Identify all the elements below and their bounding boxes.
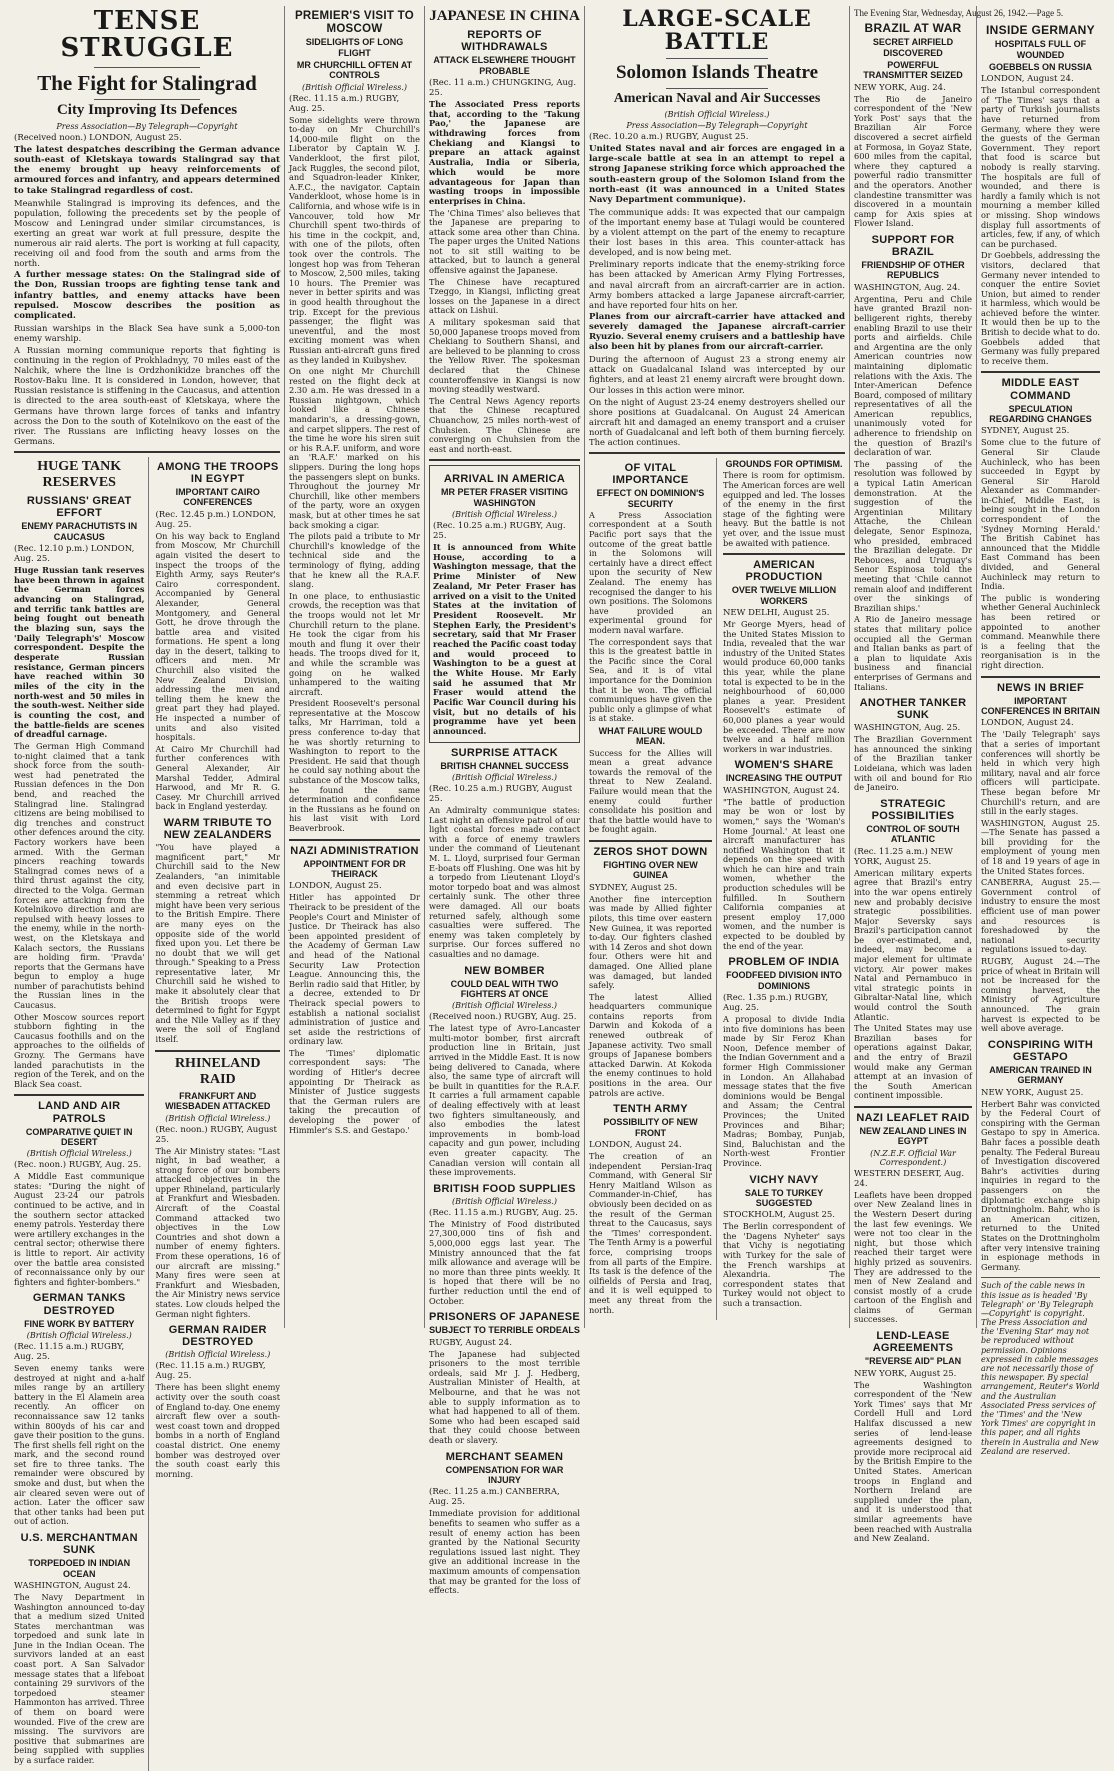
newspaper-page: [10, 6, 1104, 1765]
byline: (British Official Wireless.): [451, 773, 558, 783]
body-paragraph: On his way back to England from Moscow, Mr Churchill again visited the desert to inspect the troops of the Eighth Army, says Reuter's Cairo correspondent. Accompanied by General Alexander, General Montgomery, and General Gott, he drove through the battle area and visited formations. He spent a long day in the desert, talking to officers and men. Mr Churchill also visited the New Zealand Division, addressing the men and telling them he knew the great part they had played. He inspected a number of units and also visited hospitals.: [155, 530, 280, 743]
headline: GERMAN RAIDER DESTROYED: [168, 1324, 267, 1349]
article-lend-lease: [854, 1330, 972, 1544]
section-headline: REPORTS OF WITHDRAWALS: [461, 29, 548, 54]
headline: CONSPIRING WITH GESTAPO: [987, 1038, 1094, 1063]
body-paragraph: At Cairo Mr Churchill had further conferences with General Alexander, Air Marshal Tedder, Admiral Harwood, and Mr R. G. Casey. Mr Churchill arrived back in England yesterday.: [155, 743, 280, 812]
article-vital: [589, 462, 712, 835]
headline: VICHY NAVY: [749, 1173, 819, 1186]
section-divider: [981, 676, 1100, 678]
page-folio: The Evening Star, Wednesday, August 26, 1942.—Page 5.: [854, 8, 1064, 18]
dateline: LONDON, August 24.: [981, 718, 1074, 729]
article-brazil: [854, 22, 972, 229]
body-paragraph: The creation of an independent Persian-Iraq Command, with General Sir Henry Maitland Wilson as Commander-in-Chief, has obviously been decided on as the result of the German threat to the Caucasus, says the 'Times' correspondent. The Tenth Army is a powerful force, comprising troops from all parts of the Empire. Its task is the defence of the oilfields of Persia and Iraq, and it is well equipped to meet any threat from the north.: [589, 1151, 712, 1315]
section-subheadline: COULD DEAL WITH TWO FIGHTERS AT ONCE: [450, 978, 559, 999]
subcolumn-right: [155, 457, 280, 1771]
article-tanker: [854, 697, 972, 793]
dateline: NEW DELHI, August 25.: [722, 607, 830, 618]
body-paragraph: On one night Mr Churchill rested on the flight deck at 2.30 a.m. He was dressed in a Russian nightgown, which looked like a Chinese mandarin's, a dressing-gown, and carpet slippers. The rest of the time he wore his siren suit or his R.A.F. uniform, and wore an 'R.A.F.' marked on his slippers. During the long hops the passengers slept on bunks. Throughout the journey Mr Churchill, like other members of the party, wore an oxygen mask, but at other times he sat back smoking a cigar.: [289, 366, 420, 530]
body-paragraph: Mr George Myers, head of the United States Mission to India, revealed that the war industry of the United States would produce 60,000 tanks this year, while the plane total is expected to be in the neighbourhood of 60,000 planes a year. President Roosevelt's estimate of 60,000 planes a year would be exceeded. There are now twelve and a half million workers in war industries.: [722, 618, 845, 754]
body-paragraph: WASHINGTON, August 25.—The Senate has passed a bill providing for the employment of young men of 18 and 19 years of age in the United States forces.: [981, 817, 1100, 876]
section-divider: [155, 1050, 280, 1052]
body-paragraph: "The battle of production may be won or lost by women," says the 'Woman's Home Journal.' At least one aircraft manufacturer has notified Washington that it depends on the speed with which he can hire and train women, whether the production schedules will be fulfilled. In Southern California companies at present employ 17,000 women, and the number is expected to be doubled by the end of the year.: [722, 796, 845, 951]
section-divider: [723, 553, 845, 555]
body-paragraph: During the afternoon of August 23 a strong enemy air attack on Guadalcanal Island was intercepted by our fighters, and at least 21 enemy aircraft were brought down. Our losses in this action were minor.: [589, 354, 845, 395]
dateline: LONDON, August 24.: [589, 1140, 682, 1151]
body-paragraph: The 'Daily Telegraph' says that a series of important conferences will shortly be held in which very high military, naval and air force officers will participate. These began before Mr Churchill's return, and are still in the early stages.: [981, 729, 1100, 817]
body-paragraph: The latest type of Avro-Lancaster multi-motor bomber, first aircraft production line in Britain, just arrived in the Middle East. It is now being delivered to Canada, where also, the same type of aircraft will be built in quantities for the R.A.F. It carries a full armament capable of dealing effectively with at least two fighters simultaneously, and also embodies the latest improvements in bomb-load capacity and gun power, including even greater capacity. The Canadian version will contain all these improvements.: [429, 1023, 580, 1178]
article-nz-tribute: [155, 817, 280, 1045]
body-paragraph: The pilots paid a tribute to Mr Churchill's knowledge of the technical side and the terminology of flying, adding that he knew all the R.A.F. slang.: [289, 531, 420, 590]
dateline: (Rec. 1.35 p.m.) RUGBY, Aug. 25.: [722, 993, 829, 1014]
dateline: WASHINGTON, Aug. 24.: [854, 282, 961, 293]
section-headline: SECRET AIRFIELD DISCOVERED: [872, 37, 954, 58]
dateline: (Received noon.) RUGBY, Aug. 25.: [429, 1012, 577, 1023]
dateline: (Rec. 10.25 a.m.) RUGBY, Aug. 25.: [433, 521, 566, 542]
headline: U.S. MERCHANTMAN SUNK: [20, 1532, 138, 1557]
dateline: (Rec. 11.15 a.m.) RUGBY, Aug. 25.: [14, 1341, 125, 1362]
body-paragraph: The Chinese have recaptured Tzeggo, in Kiangsi, inflicting great losses on the Japanese in a direct attack on Lishui.: [429, 276, 580, 316]
headline: OF VITAL IMPORTANCE: [612, 462, 689, 487]
section-subheadline: GOEBBELS ON RUSSIA: [988, 61, 1092, 72]
body-paragraph: Seven enemy tanks were destroyed at night and a-half miles range by an artillery battery in the El Alamein area recently. An officer on reconnaissance saw 12 tanks within 800yds of his car and gave their position to the guns. The first shells fell right on the mark, and the second round set fire to three tanks. The remainder were obscured by smoke and dust, but when the air cleared seven were out of action. Later the officer saw that other tanks had been put out of action.: [14, 1362, 145, 1527]
article-surprise: [429, 747, 580, 960]
section-headline: HOSPITALS FULL OF WOUNDED: [994, 39, 1087, 60]
lead-paragraph: The latest despatches describing the German advance south-east of Kletskaya towards Stalingrad say that the enemy brought up heavy reinforcements of armoured forces and infantry, and appears determined to take Stalingrad regardless of cost.: [14, 144, 280, 196]
section-subheadline: SPECULATION REGARDING CHANGES: [989, 403, 1092, 424]
article-land-air: [14, 1100, 144, 1287]
lead-paragraph: Planes from our aircraft-carrier have attacked and severely damaged the Japanese aircraft-carrier Ryuzio. Several enemy cruisers and a battleship have also been hit by planes from our aircraft-carrier.: [589, 311, 845, 353]
subheadline: City Improving Its Defences: [56, 101, 238, 118]
dateline: (Rec. 10.25 a.m.) RUGBY, August 25.: [429, 784, 573, 805]
section-subheadline: ATTACK ELSEWHERE THOUGHT PROBABLE: [433, 55, 576, 76]
body-paragraph: There is room for optimism. The American forces are well equipped and led. The losses of the enemy in the first stage of the fighting were heavy. But the battle is not yet over, and the issue must be awaited with patience.: [722, 470, 846, 548]
subcolumn-right: [723, 458, 845, 1320]
body-paragraph: Immediate provision for additional benefits to seamen who suffer as a result of enemy action has been granted by the National Security regulations issued last night. They give an additional increase in the maximum amounts of compensation that may be granted for the loss of effects.: [429, 1508, 580, 1596]
headline: LEND-LEASE AGREEMENTS: [872, 1330, 954, 1355]
body-paragraph: Some clue to the future of General Sir Claude Auchinleck, who has been succeeded in Egypt by General Sir Harold Alexander as Commander-in-Chief, Middle East, is being sought in the London correspondent of the 'Sydney Morning Herald.' The British Cabinet has announced that the Middle East Command has been divided, and General Auchinleck may return to India.: [981, 437, 1100, 592]
body-paragraph: Argentina, Peru and Chile have granted Brazil non-belligerent rights, thereby enabling Brazil to use their ports and airfields. Chile and Argentina are the only American countries now maintaining diplomatic relations with the Axis. The Inter-American Defence Board, composed of military representatives of all the American republics, unanimously voted for adherence to friendship on the question of Brazil's declaration of war.: [854, 293, 972, 458]
section-subheadline: AMERICAN TRAINED IN GERMANY: [989, 1064, 1092, 1086]
dateline: SYDNEY, August 25.: [981, 426, 1070, 437]
body-paragraph: A Rio de Janeiro message states that military police occupied all the German and Italian banks as part of a plan to liquidate Axis business and financial enterprises of Germans and Italians.: [854, 614, 972, 692]
headline-main: LARGE-SCALE BATTLE: [622, 6, 812, 56]
dateline: (Rec. noon.) RUGBY, August 25.: [155, 1124, 277, 1145]
headline: LAND AND AIR PATROLS: [38, 1100, 121, 1125]
section-subheadline: FRANKFURT AND WIESBADEN ATTACKED: [165, 1090, 271, 1112]
body-paragraph: The passing of the resolution was followed by a typical Latin American demonstration. At the suggestion of the Argentinian Military Attache, the Chilean delegate, Senor Espinoza, who presided, embraced the Brazilian delegate. Dr Rebouces, and Uruguay's Senor Espinosa told the meeting that 'Chile cannot remain aloof and indifferent over the sinkings of Brazilian ships.': [854, 458, 972, 613]
headline: ANOTHER TANKER SUNK: [859, 697, 967, 722]
body-paragraph: The 'Times' diplomatic correspondent says: 'The wording of Hitler's decree appointing Dr Theirack as Minister of Justice suggests that the German rulers are taking the precaution of developing the power of Himmler's S.S. and Gestapo.': [289, 1047, 420, 1135]
section-subheadline: APPOINTMENT FOR DR THEIRACK: [303, 858, 406, 880]
section-subheadline: MR PETER FRASER VISITING WASHINGTON: [440, 487, 568, 508]
dateline: NEW YORK, August 25.: [981, 1087, 1084, 1098]
headline: NAZI LEAFLET RAID: [856, 1111, 970, 1124]
lead-paragraph: United States naval and air forces are engaged in a large-scale battle at sea in an attempt to repel a strong Japanese striking force which approached the south-eastern group of the Solomon Island from the north-east (it was announced in a United States Navy Department communique).: [589, 144, 845, 205]
lead-paragraph: A further message states: On the Stalingrad side of the Don, Russian troops are fighting tense tank and infantry battles, and enemy attacks have been repulsed. Moscow describes the position as complicated.: [14, 270, 280, 321]
byline: (British Official Wireless.): [451, 1001, 558, 1011]
section-subheadline: EFFECT ON DOMINION'S SECURITY: [596, 488, 705, 509]
headline: MERCHANT SEAMEN: [445, 1450, 564, 1463]
body-paragraph: CANBERRA, August 25.—Government control of industry to ensure the most efficient use of man power and resources is foreshadowed by the national security regulations issued to-day.: [981, 877, 1100, 955]
subcolumn-left: [14, 457, 149, 1771]
article-raider: [155, 1324, 280, 1479]
body-paragraph: There has been slight enemy activity over the south coast of England to-day. One enemy aircraft flew over a south-west coast town and dropped bombs in a north of England coastal district. One enemy bomber was destroyed over the south coast early this morning.: [155, 1382, 280, 1479]
dateline: (Received noon.) LONDON, August 25.: [14, 132, 182, 143]
section-subheadline: CONTROL OF SOUTH ATLANTIC: [866, 824, 960, 845]
dateline: LONDON, August 24.: [981, 74, 1074, 85]
body-paragraph: Russian warships in the Black Sea have sunk a 5,000-ton enemy warship.: [14, 322, 280, 344]
section-subheadline: POSSIBILITY OF NEW FRONT: [603, 1117, 698, 1138]
dateline: WASHINGTON, Aug. 25.: [854, 723, 961, 734]
article-gestapo: [981, 1039, 1100, 1273]
dateline: (Rec. noon.) RUGBY, Aug. 25.: [14, 1160, 142, 1171]
dateline: WESTERN DESERT, Aug. 24.: [854, 1168, 965, 1189]
section-headline: RUSSIANS' GREAT EFFORT: [26, 495, 132, 520]
section-subheadline: COMPARATIVE QUIET IN DESERT: [25, 1126, 133, 1147]
byline: Press Association—By Telegraph—Copyright: [56, 121, 238, 131]
body-paragraph: Meanwhile Stalingrad is improving its defences, and the population, following the precedents set by the people of Moscow and Leningrad under similar circumstances, is exerting an great war work at full pressure, despite the numerous air raid alerts. The port is working at full capacity, receiving oil and food from the south and arms from the north.: [14, 197, 280, 269]
headline: PREMIER'S VISIT TO MOSCOW: [294, 10, 415, 35]
column-4: [585, 6, 850, 1328]
dateline: LONDON, August 25.: [289, 881, 382, 892]
body-paragraph: A Middle East communique states: "During the night of August 23-24 our patrols continued to be active, and in the southern sector attacked enemy patrols. Yesterday there were artillery exchanges in the central sector; otherwise there is little to report. Air activity over the battle area consisted of reconnaissance only by our fighters and fighter-bombers.": [14, 1171, 145, 1287]
body-paragraph: The Istanbul correspondent of 'The Times' says that a party of Turkish journalists have returned from Germany, where they were the guests of the German Government. They report that food is scarce but nobody is really starving. The hospitals are full of wounded, and there is hardly a family which is not mourning a member killed or missing. Shop windows display full assortments of articles, few, if any, of which can be purchased.: [981, 85, 1100, 249]
body-paragraph: The Ministry of Food distributed 27,300,000 tins of fish and 5,000,000 eggs last year. The Ministry announced that the fat milk allowance and average will be no more than three pints weekly. It is hoped that there will be no further reduction until the end of October.: [429, 1218, 580, 1306]
column-2: [285, 6, 425, 1328]
body-paragraph: The 'China Times' also believes that the Japanese are preparing to attack some area other than China. The paper urges the United Nations not to sit still waiting to be attacked, but to launch a general offensive against the Japanese.: [429, 207, 580, 276]
headline-kicker: TENSE STRUGGLE: [60, 6, 234, 64]
section-subheadline: NEW ZEALAND LINES IN EGYPT: [859, 1126, 967, 1147]
section-subheadline: OVER TWELVE MILLION WORKERS: [731, 585, 837, 606]
section-subheadline: IMPORTANT CONFERENCES IN BRITAIN: [981, 695, 1100, 716]
section-divider: [854, 1106, 972, 1108]
folio-spacer: [981, 6, 1100, 20]
inline-subhead: GROUNDS FOR OPTIMISM.: [725, 459, 843, 470]
copyright-notice: Such of the cable news in this issue as is headed 'By Telegraph' or 'By Telegraph—Copyright' is copyright. The Press Association and the 'Evening Star' may not be reproduced without permission. Opinions expressed in cable messages are not necessarily those of this newspaper. By special arrangement, Reuter's World and the Australian Associated Press services of the 'Times' and the 'New York Times' are copyright in this paper, and all rights therein in Australia and New Zealand are reserved.: [981, 1277, 1100, 1456]
byline: (British Official Wireless.): [26, 1330, 132, 1340]
headline: SURPRISE ATTACK: [451, 746, 558, 759]
byline: (British Official Wireless.): [165, 1113, 271, 1123]
body-paragraph: On the night of August 23-24 enemy destroyers shelled our shore positions at Guadalcanal. On August 24 American aircraft hit and damaged an enemy transport and a cruiser north of Guadalcanal and left both of them burning fiercely. The action continues.: [589, 396, 845, 447]
article-japanese-china: [429, 8, 580, 454]
article-women: [723, 759, 845, 951]
body-paragraph: The Brazilian Government has announced the sinking of the Brazilian tanker Loideiana, which was laden with oil and bound for Rio de Janeiro.: [854, 734, 972, 793]
headline: STRATEGIC POSSIBILITIES: [871, 797, 955, 822]
section-divider: [589, 840, 712, 842]
headline: MIDDLE EAST COMMAND: [1001, 377, 1080, 402]
body-paragraph: A military spokesman said that 50,000 Japanese troops moved from Chekiang to Southern Shansi, and are believed to be planning to cross the Yellow River. The spokesman declared that the Chinese counteroffensive in Kiangsi is now moving steadily westward.: [429, 317, 580, 395]
section-subheadline: INCREASING THE OUTPUT: [725, 773, 843, 784]
section-subheadline: IMPORTANT CAIRO CONFERENCES: [175, 487, 260, 508]
body-paragraph: The Japanese had subjected prisoners to the most terrible ordeals, said Mr J. J. Hedberg, Australian Minister of Health, at Melbourne, and that he was not able to supply information as to what had happened to all of them. Some who had been escaped said that they could choose between death or slavery.: [429, 1348, 580, 1446]
body-paragraph: The latest Allied headquarters communique contains reports from Darwin and Kokoda of a renewed outbreak of Japanese activity. Two small groups of Japanese bombers attacked Darwin. At Kokoda the enemy continues to hold positions in the area. Our patrols are active.: [589, 991, 712, 1098]
headline: ZEROS SHOT DOWN: [593, 845, 708, 858]
dateline: NEW YORK, Aug. 24.: [854, 82, 946, 93]
headline-main: The Fight for Stalingrad: [37, 70, 257, 95]
article-huge-tank: [14, 459, 144, 1090]
body-paragraph: The United States may use Brazilian bases for operations against Dakar, and the entry of Brazil would make any German attempt at an invasion of the South American continent impossible.: [854, 1023, 972, 1101]
body-paragraph: A proposal to divide India into five dominions has been made by Sir Feroz Khan Noon, Defence member of the Indian Government and a former High Commissioner in London. An Allahabad message states that the five dominions would be Bengal and Assam; the Central Provinces; the United Provinces and Bihar; Madras; Bombay, Punjab, Sind, Baluchistan and the North-west Frontier Province.: [722, 1014, 845, 1168]
byline: (British Official Wireless.): [26, 1149, 132, 1159]
body-paragraph: The public is wondering whether General Auchinleck has been retired or appointed to another command. Meanwhile there is a feeling that the reorganisation is in the right direction.: [981, 592, 1100, 670]
body-paragraph: RUGBY, August 24.—The price of wheat in Britain will not be increased for the coming harvest, the Ministry of Agriculture announced. The grain harvest is expected to be well above average.: [981, 956, 1100, 1034]
lead-paragraph: Huge Russian tank reserves have been thrown in against the German forces advancing on Stalingrad, and terrific tank battles are being fought out beneath the blazing sun, says the 'Daily Telegraph's' Moscow correspondent. Despite the desperate Russian resistance, German pincers have reached within 30 miles of the city in the north-west and 50 miles in the south-west. Neither side is counting the cost, and the battle-fields are scenes of dreadful carnage.: [14, 564, 145, 740]
section-divider: [289, 839, 420, 841]
section-subheadline: SALE TO TURKEY SUGGESTED: [744, 1187, 824, 1208]
divider: [666, 88, 768, 89]
article-bomber: [429, 965, 580, 1178]
byline: (N.Z.E.F. Official War Correspondent.): [870, 1148, 956, 1167]
article-seamen: [429, 1451, 580, 1596]
article-india: [723, 956, 845, 1168]
article-egypt: [155, 461, 280, 812]
body-paragraph: The Berlin correspondent of the 'Dagens Nyheter' says that Vichy is negotiating with Turkey for the sale of the French warships at Alexandria. The correspondent states that Turkey would not object to such a transaction.: [722, 1221, 845, 1309]
article-support: [854, 234, 972, 692]
inline-subhead: WHAT FAILURE WOULD MEAN.: [598, 725, 703, 747]
article-german-tanks: [14, 1292, 144, 1527]
dateline: STOCKHOLM, August 25.: [722, 1210, 835, 1221]
dateline: (Rec. 11.15 a.m.) RUGBY, Aug. 25.: [155, 1361, 266, 1382]
body-paragraph: In one place, to enthusiastic crowds, the reception was that the troops would not let Mr Churchill return to the plane. He took the cigar from his mouth and flung it over their heads. The troops dived for it, and while the scramble was going on he walked unhampered to the waiting aircraft.: [289, 590, 420, 697]
dateline: (Rec. 10.20 a.m.) RUGBY, August 25.: [589, 132, 749, 143]
body-paragraph: Some sidelights were thrown to-day on Mr Churchill's 14,000-mile flight on the Liberator by Captain W. J. Vanderkloot, the first pilot, Jack Ruggles, the second pilot, and Squadron-leader Kinker, A.F.C., the navigator. Captain Vanderkloot, whose home is in California, and whose wife is in Vancouver, told how Mr Churchill spent two-thirds of his time in the cockpit, and, with one of the pilots, often took over the controls. The longest hop was from Teheran to Moscow, 2,500 miles, taking 10 hours. The Premier was never in better spirits and was in good health throughout the trip. Except for the previous passenger, the flight was uneventful, and the most exciting moment was when Russian anti-aircraft guns fired as they landed in Kuibyshev.: [289, 114, 420, 365]
section-subheadline: BRITISH CHANNEL SUCCESS: [440, 760, 569, 771]
headline: PROBLEM OF INDIA: [728, 956, 840, 969]
column-4-split: [589, 458, 845, 1320]
body-paragraph: Preliminary reports indicate that the enemy-striking force has been attacked by American Army Flying Fortresses, and naval aircraft from an aircraft-carrier are in action. Army bombers attacked a large Japanese aircraft-carrier, and have reported four hits on her.: [589, 259, 845, 310]
headline: GERMAN TANKS DESTROYED: [32, 1292, 126, 1317]
headline: RHINELAND RAID: [174, 1055, 261, 1087]
body-paragraph: The communique adds: It was expected that our campaign of the important enemy base at Tulagi would be countered by a violent attempt on the part of the enemy to recapture their lost bases in this area. This counter-attack has developed, and is now being met.: [589, 206, 845, 258]
divider: [666, 58, 768, 59]
body-paragraph: A Press Association correspondent at a South Pacific port says that the outcome of the great battle in the Solomons will certainly have a direct effect upon the security of New Zealand. The enemy has recognised the danger to his own positions. The Solomons have provided an experimental ground for modern naval warfare.: [589, 509, 712, 636]
byline-2: Press Association—By Telegraph—Copyright: [626, 121, 808, 131]
lead-paragraph: It is announced from White House, according to a Washington message, that the Prime Minister of New Zealand, Mr Peter Fraser has arrived on a visit to the United States at the invitation of President Roosevelt. Mr Stephen Early, the President's secretary, said that Mr Fraser reached the Pacific coast today and would proceed to Washington to be a guest at the White House. Mr Early said he assumed that Mr Fraser would attend the Pacific War Council during his visit, but no details of his programme have yet been announced.: [433, 542, 576, 736]
section-headline: SIDELIGHTS OF LONG FLIGHT: [305, 37, 404, 58]
headline: HUGE TANK RESERVES: [37, 458, 122, 490]
article-vichy: [723, 1174, 845, 1309]
dateline: (Rec. 11.25 a.m.) NEW YORK, August 25.: [854, 846, 953, 867]
headline: JAPANESE IN CHINA: [429, 8, 580, 24]
article-nazi-leaflet: [854, 1112, 972, 1325]
headline: WOMEN'S SHARE: [734, 759, 834, 772]
headline: NEWS IN BRIEF: [996, 681, 1084, 694]
headline: ARRIVAL IN AMERICA: [443, 473, 566, 486]
headline: PRISONERS OF JAPANESE: [429, 1311, 580, 1324]
body-paragraph: Dr Goebbels, addressing the visitors, declared that Germany never intended to conquer the entire Soviet Union, but aimed to render it harmless, which would be achieved before the winter. It would then be up to the British to decide what to do. Goebbels added that Germany was fully prepared to receive them.: [981, 250, 1100, 366]
column-1-split: [14, 457, 280, 1771]
article-stalingrad: [14, 8, 280, 446]
column-1: [10, 6, 285, 1765]
dateline: (Rec. 11.15 a.m.) RUGBY, Aug. 25.: [289, 93, 400, 114]
lead-paragraph: The Associated Press reports that, according to the 'Takung Pao,' the Japanese are withdrawing forces from Chekiang and Kiangsi to prepare an attack against Australia, India or Siberia, which would be more advantageous for Japan than wasting troops in impossible enterprises in China.: [429, 99, 580, 206]
dateline: (Rec. 11 a.m.) CHUNGKING, Aug. 25.: [429, 78, 577, 99]
section-subheadline: COMPENSATION FOR WAR INJURY: [445, 1464, 564, 1486]
body-paragraph: President Roosevelt's personal representative at the Moscow talks, Mr Harriman, told a press conference to-day that he was shortly returning to Washington to report to the President. He said that though he could say nothing about the substance of the Moscow talks, he found the same determination and confidence in the Russians as he found on his last visit with Lord Beaverbrook.: [289, 698, 420, 833]
body-paragraph: The Rio de Janeiro correspondent of the 'New York Post' says that the Brazilian Air Force discovered a secret airfield at Formosa, in Goyaz State, 600 miles from the capital, where they captured a powerful radio transmitter and the operators. Another clandestine transmitter was discovered in a mountain camp for Axis spies at Flower Island.: [854, 93, 972, 229]
article-strategic: [854, 798, 972, 1101]
subheadline-2: American Naval and Air Successes: [613, 91, 821, 107]
body-paragraph: An Admiralty communique states: Last night an offensive patrol of our light coastal forces made contact with a force of enemy trawlers under the command of Lieutenant M. L. Lloyd, surprised four German E-boats off Flushing. One was hit by a torpedo from Lieutenant Lloyd's motor torpedo boat and was almost certainly sunk. The other three were damaged. All our boats returned safely, although some casualties were suffered. The enemy was taken completely by surprise. Our forces suffered no casualties and no damage.: [429, 805, 580, 959]
article-zeros: [589, 846, 712, 1098]
dateline: (Rec. 12.10 p.m.) LONDON, Aug. 25.: [14, 543, 135, 564]
body-paragraph: Hitler has appointed Dr Theirack to be president of the People's Court and Minister of Justice. Dr Theirack has also been appointed president of the Academy of German Law and head of the National Security Law Protection League. Announcing this, the Berlin radio said that Hitler, by a decree, extended to Dr Theirack special powers to establish a national socialist administration of justice and set aside the restrictions of ordinary law.: [289, 892, 420, 1047]
article-rhineland: [155, 1056, 280, 1320]
article-food: [429, 1183, 580, 1306]
section-divider: [429, 459, 580, 461]
headline: NEW BOMBER: [464, 964, 545, 977]
body-paragraph: Leaflets have been dropped over New Zealand lines in the Western Desert during the last few evenings. We were not too clear in the night, but those which reached their target were highly prized as souvenirs. They are addressed to the men of New Zealand and consist mostly of a crude cartoon of the English and claims of German successes.: [854, 1189, 972, 1325]
body-paragraph: Herbert Bahr was convicted by the Federal Court of conspiring with the German Gestapo to spy in America. Bahr faces a possible death penalty. The Federal Bureau of Investigation discovered Bahr's activities during inquiries in regard to the passengers on the diplomatic exchange ship Drottningholm. Bahr, who is an American citizen, returned to the United States on the Drottningholm after very intensive training in espionage methods in Germany.: [981, 1098, 1100, 1272]
subcolumn-left: [589, 458, 717, 1320]
article-arrival: [429, 465, 580, 742]
headline: SUPPORT FOR BRAZIL: [871, 233, 955, 258]
byline: (British Official Wireless.): [664, 110, 770, 120]
dateline: WASHINGTON, August 24.: [14, 1580, 131, 1591]
body-paragraph: "You have played a magnificent part," Mr Churchill said to the New Zealanders, "an inimitable and even decisive part in stemming a retreat which might have been very serious to the British Empire. There are many eyes on the opposite side of the world fixed upon you. Let there be no doubt that we will get through." Speaking to a Press representative later, Mr Churchill said he wished to make it absolutely clear that the British troops were determined to fight for Egypt and the Nile Valley as if they were the soil of England itself.: [155, 842, 280, 1045]
body-paragraph: Success for the Allies will mean a great advance towards the removal of the threat to New Zealand. Failure would mean that the enemy could further consolidate his position and that the battle would have to be fought again.: [589, 747, 712, 835]
body-paragraph: Other Moscow sources report stubborn fighting in the Caucasus foothills and on the approaches to the oilfields of Grozny. The Germans have landed parachutists in the region of the Terek, and on the Black Sea coast.: [14, 1011, 145, 1089]
section-subheadline: FIGHTING OVER NEW GUINEA: [603, 860, 698, 881]
body-paragraph: The Central News Agency reports that the Chinese recaptured Chuanchow, 25 miles north-west of Chuhsien. The Chinese are converging on Chuhsien from the east and north-east.: [429, 395, 580, 454]
body-paragraph: The Navy Department in Washington announced to-day that a medium sized United States merchantman was torpedoed and sunk late in June in the Indian Ocean. The survivors landed at an east coast port. A San Salvador message states that a lifeboat containing 29 survivors of the torpedoed steamer Hammonton has arrived. Three of them on board were wounded. Five of the crew are missing. The survivors are positive that submarines are being supplied with supplies by a surface raider.: [14, 1591, 145, 1765]
article-tenth-army: [589, 1103, 712, 1315]
body-paragraph: The Washington correspondent of the 'New York Times' says that Mr Cordell Hull and Lord Halifax discussed a new series of lend-lease agreements designed to provide more reciprocal aid by the British Empire to the United States. American troops in England and Northern Ireland are supplied under the plan, and it is understood that similar agreements have been reached with Australia and New Zealand.: [854, 1379, 972, 1544]
dateline: WASHINGTON, August 24.: [722, 785, 840, 796]
article-prisoners: [429, 1311, 580, 1445]
article-merchantman: [14, 1532, 144, 1766]
divider: [94, 99, 200, 100]
section-subheadline: TORPEDOED IN INDIAN OCEAN: [28, 1558, 131, 1579]
divider: [94, 67, 200, 68]
body-paragraph: Another fine interception was made by Allied fighter pilots, this time over eastern New Guinea, it was reported to-day. Our fighters clashed with 14 Zeros and shot down four. Others were hit and damaged. One Allied plane was damaged, but landed safely.: [589, 893, 712, 991]
article-nazi-admin: [289, 845, 420, 1136]
section-divider: [981, 371, 1100, 373]
byline: (British Official Wireless.): [451, 1196, 558, 1206]
body-paragraph: American military experts agree that Brazil's entry into the war opens entirely new and probably decisive strategic possibilities. Major Seversky says Brazil's participation cannot be over-estimated, and, indeed, may become a major element for ultimate victory. Air power makes Natal and Pernambuco in vital strategic points in Gibraltar-Natal line, which would control the South Atlantic.: [854, 867, 972, 1022]
dateline: SYDNEY, August 25.: [589, 882, 678, 893]
body-paragraph: The correspondent says that this is the greatest battle in the Pacific since the Coral Sea, and it is of vital importance for the Dominion that it be won. The official communiques have given the public only a glimpse of what is at stake.: [589, 636, 712, 724]
column-3: [425, 6, 585, 1596]
section-subheadline: ENEMY PARACHUTISTS IN CAUCASUS: [21, 521, 138, 542]
headline: BRAZIL AT WAR: [864, 21, 962, 35]
section-divider: [14, 1094, 144, 1096]
column-6: [977, 6, 1104, 1456]
section-subheadline: FRIENDSHIP OF OTHER REPUBLICS: [861, 260, 965, 281]
dateline: (Rec. 11.15 a.m.) RUGBY, Aug. 25.: [429, 1207, 578, 1218]
dateline: NEW YORK, August 25.: [854, 1368, 957, 1379]
dateline: (Rec. 11.25 a.m.) CANBERRA, Aug. 25.: [429, 1487, 560, 1508]
byline: (British Official Wireless.): [451, 510, 558, 520]
section-divider: [14, 451, 280, 453]
byline: (British Official Wireless.): [301, 82, 408, 92]
body-paragraph: The Air Ministry states: "Last night, in bad weather, a strong force of our bombers attacked objectives in the upper Rhineland, particularly at Frankfurt and Wiesbaden. Aircraft of the Coastal Command attacked two objectives in the Low Countries and shot down a number of enemy fighters. From these operations, 16 of our aircraft are missing." Many fires were seen at Frankfurt and Wiesbaden, the Air Ministry news service states. Low clouds helped the German night fighters.: [155, 1145, 280, 1319]
article-vital-cont: [723, 459, 845, 548]
article-premier: [289, 10, 420, 834]
body-paragraph: The German High Command to-night claimed that a tank shock force from the south-west had penetrated the Russian defences in the Don bend, and reached the Stalingrad line. Stalingrad citizens are being mobilised to dig trenches and construct other defences around the city. Factory workers have been armed. With the German pincers reaching towards Stalingrad comes news of a third thrust against the city, directed to the Volga. German forces are attacking from the Kotelnikovo direction and are repulsed with heavy losses to the enemy, while in the north-west, on the Kletskaya and Kalach sectors, the Russians are holding firm. 'Pravda' reports that the Germans have begun to employ a huge number of parachutists behind the Russian lines in the Caucasus.: [14, 741, 145, 1011]
section-subheadline: FINE WORK BY BATTERY: [24, 1318, 135, 1329]
headline: BRITISH FOOD SUPPLIES: [433, 1182, 576, 1195]
headline: INSIDE GERMANY: [986, 23, 1095, 37]
subheadline: Solomon Islands Theatre: [615, 62, 818, 84]
section-divider: [589, 452, 845, 454]
byline: (British Official Wireless.): [165, 1350, 271, 1360]
section-subheadline: FOODFEED DIVISION INTO DOMINIONS: [726, 970, 842, 991]
section-subheadline: MR CHURCHILL OFTEN AT CONTROLS: [296, 59, 413, 81]
section-subheadline: POWERFUL TRANSMITTER SEIZED: [863, 59, 963, 81]
headline: NAZI ADMINISTRATION: [290, 844, 419, 857]
article-solomon: [589, 8, 845, 447]
body-paragraph: A Russian morning communique reports that fighting is continuing in the region of Prokhladnyy, 70 miles east of the Nalchik, where the line is Ordzhonikidze branches off the Rostov-Baku line. It is considered in London, however, that Russian resistance is stiffening in the Caucasus, and attention is directed to the area south-east of Kletskaya, where the Germans have thrown large forces of tanks and infantry across the Don to the south of Kotelnikovo on the east of the river. The Russians are inflicting heavy losses on the Germans.: [14, 345, 280, 446]
headline: AMONG THE TROOPS IN EGYPT: [156, 460, 279, 485]
article-inside-germany: [981, 24, 1100, 366]
section-subheadline: "REVERSE AID" PLAN: [864, 1356, 962, 1367]
dateline: RUGBY, August 24.: [429, 1337, 512, 1348]
dateline: (Rec. 12.45 p.m.) LONDON, Aug. 25.: [155, 509, 276, 530]
section-subheadline: SUBJECT TO TERRIBLE ORDEALS: [429, 1325, 580, 1336]
article-production: [723, 559, 845, 754]
headline: TENTH ARMY: [613, 1103, 688, 1116]
headline: WARM TRIBUTE TO NEW ZEALANDERS: [163, 816, 272, 842]
article-news-brief: [981, 682, 1100, 1034]
article-middle-east: [981, 377, 1100, 670]
headline: AMERICAN PRODUCTION: [745, 559, 823, 584]
